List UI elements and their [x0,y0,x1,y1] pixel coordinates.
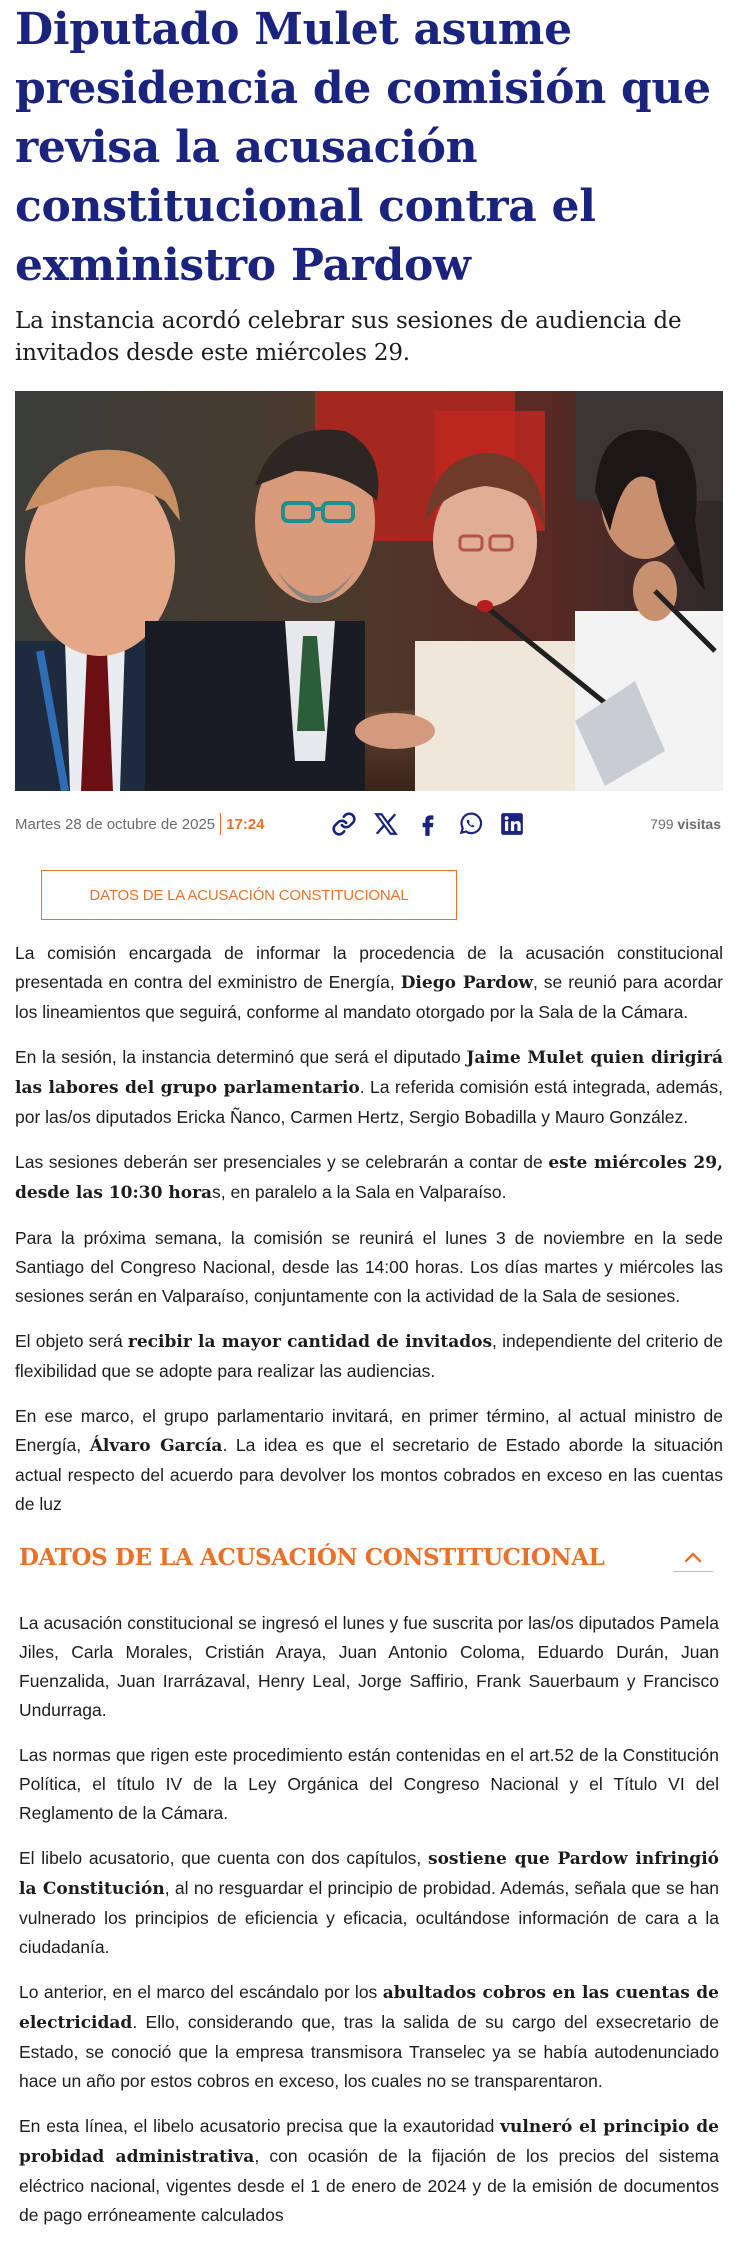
subtitle: La instancia acordó celebrar sus sesiones de audiencia de invitados desde este miércoles 29. [15,308,682,366]
paragraph: En la sesión, la instancia determinó que será el diputado Jaime Mulet quien dirigirá las labores del grupo parlamentario. La referida comisión está integrada, además, por las/os diputados Ericka Ñanco, Carmen Hertz, Sergio Bobadilla y Mauro González. [15,1047,724,1127]
publish-time: 17:24 [226,815,265,833]
chevron-up-icon[interactable] [673,1542,713,1572]
section-title: DATOS DE LA ACUSACIÓN CONSTITUCIONAL [19,1543,605,1571]
paragraph: El libelo acusatorio, que cuenta con dos capítulos, sostiene que Pardow infringió la Constitución, al no resguardar el principio de probidad. Además, señala que se han vulnerado los principios de eficiencia y eficacia, ocultándose información de cara a la ciudadanía. [19,1848,719,1957]
paragraph: Para la próxima semana, la comisión se reunirá el lunes 3 de noviembre en la sede Santiago del Congreso Nacional, desde las 14:00 horas. Los días martes y miércoles las sesiones serán en Valparaíso, conjuntamente con la actividad de la Sala de sesiones. [15,1228,723,1306]
paragraph: En esta línea, el libelo acusatorio precisa que la exautoridad vulneró el principio de probidad administrativa, con ocasión de la fijación de los precios del sistema eléctrico nacional, vigentes desde el 1 de enero de 2024 y de la emisión de documentos de pago erróneamente calculados [19,2116,719,2225]
article-photo [15,391,723,791]
section-body [15,1609,723,2230]
section-header[interactable] [15,1535,723,1579]
share-buttons [329,809,527,839]
date-time-separator [220,813,221,835]
facebook-icon[interactable] [413,809,443,839]
article-body [15,939,723,1519]
datos-acusacion-link[interactable]: DATOS DE LA ACUSACIÓN CONSTITUCIONAL [41,870,457,920]
meta-row [15,807,723,841]
whatsapp-icon[interactable] [455,809,485,839]
visit-label: visitas [677,816,721,832]
publish-date: Martes 28 de octubre de 2025 [15,815,216,833]
paragraph: La comisión encargada de informar la procedencia de la acusación constitucional presentada en contra del exministro de Energía, Diego Pardow, se reunió para acordar los lineamientos que seguirá, conforme al mandato otorgado por la Sala de la Cámara. [15,943,723,1022]
x-icon[interactable] [371,809,401,839]
paragraph: Las sesiones deberán ser presenciales y se celebrarán a contar de este miércoles 29, desde las 10:30 horas, en paralelo a la Sala en Valparaíso. [15,1152,723,1203]
visit-count: 799 [650,816,674,832]
link-icon[interactable] [329,809,359,839]
headline: Diputado Mulet asume presidencia de comisión que revisa la acusación constitucional contra el exministro Pardow [15,4,711,291]
paragraph: En ese marco, el grupo parlamentario invitará, en primer término, al actual ministro de Energía, Álvaro García. La idea es que el secretario de Estado aborde la situación actual respecto del acuerdo para devolver los montos cobrados en exceso en las cuentas de luz [15,1406,723,1514]
paragraph: Lo anterior, en el marco del escándalo por los abultados cobros en las cuentas de electricidad. Ello, considerando que, tras la salida de su cargo del exsecretario de Estado, se conoció que la empresa transmisora Transelec ya se había autodenunciado hace un año por estos cobros en exceso, los cuales no se transparentaron. [19,1982,719,2091]
paragraph: Las normas que rigen este procedimiento están contenidas en el art.52 de la Constitución Política, el título IV de la Ley Orgánica del Congreso Nacional y el Título VI del Reglamento de la Cámara. [19,1745,719,1823]
paragraph: El objeto será recibir la mayor cantidad de invitados, independiente del criterio de flexibilidad que se adopte para realizar las audiencias. [15,1331,723,1381]
paragraph: La acusación constitucional se ingresó el lunes y fue suscrita por las/os diputados Pamela Jiles, Carla Morales, Cristián Araya, Juan Antonio Coloma, Eduardo Durán, Juan Fuenzalida, Juan Irarrázaval, Henry Leal, Jorge Saffirio, Frank Sauerbaum y Francisco Undurraga. [19,1613,719,1720]
visit-counter [650,816,723,832]
linkedin-icon[interactable] [497,809,527,839]
